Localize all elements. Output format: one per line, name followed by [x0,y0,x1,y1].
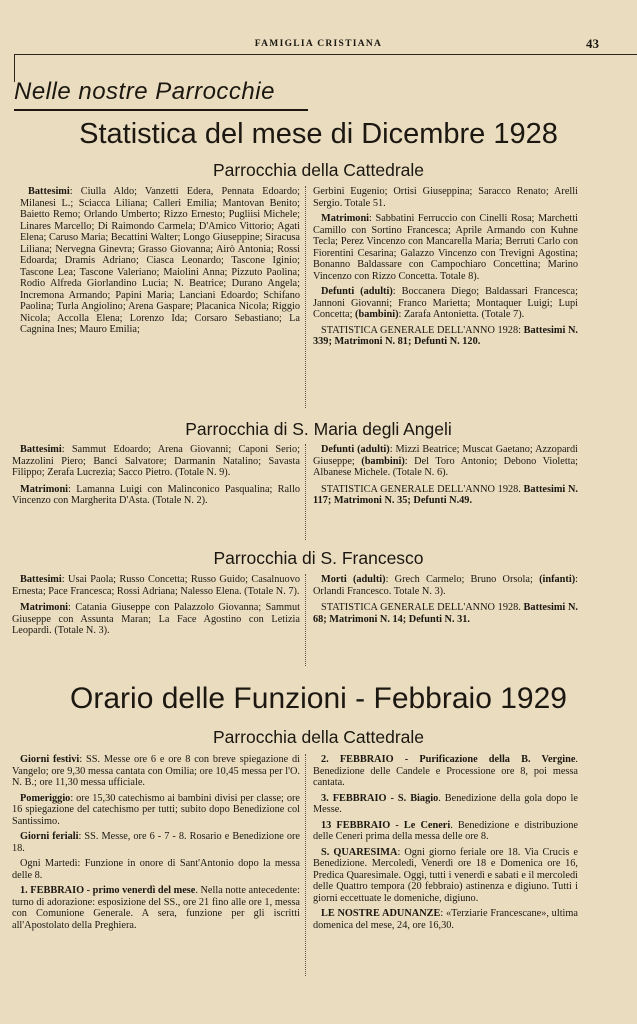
orario-heading: Parrocchia della Cattedrale [212,727,425,747]
battesimi-label: Battesimi [28,186,70,197]
infanti-text: : Orlandi Francesco. Totale N. 3). [313,574,578,597]
angeli-col-left [12,444,300,511]
orario-item-label: 1. FEBBRAIO - primo venerdì del mese [20,885,196,896]
morti-label: Morti (adulti) [321,574,386,585]
column-divider [305,186,306,408]
column-divider [305,444,306,540]
statistica-label: STATISTICA GENERALE DELL'ANNO 1928: [321,324,521,336]
orario-item-label: 13 FEBBRAIO - Le Ceneri [321,819,451,831]
battesimi-cont: Gerbini Eugenio; Ortisi Giuseppina; Saracco Renato; Arelli Sergio. Totale 51. [313,186,578,209]
francesco-heading: Parrocchia di S. Francesco [213,548,424,568]
bambini-text: : Zarafa Antonietta. (Totale 7). [398,309,525,320]
matrimoni-text: : Lamanna Luigi con Malinconico Pasqualina; Rallo Vincenzo con Margherita D'Asta. (Totale N. 2). [12,483,300,506]
bambini-label: (bambini) [361,455,405,467]
battesimi-label: Battesimi [20,574,62,585]
matrimoni-text: : Catania Giuseppe con Palazzolo Giovanna; Sammut Giuseppe con Assunta Maran; La Face Agostino con Letizia Leopardi. (Totale N. 3). [12,602,300,636]
battesimi-text: : Sammut Edoardo; Arena Giovanni; Caponi Serio; Mazzolini Piero; Banci Salvatore; Darmanin Natalino; Savasta Filippo; Zerafa Lucrezia; Sacco Pietro. (Totale N. 9). [12,444,300,478]
defunti-text: : Boccanera Diego; Baldassari Francesca; Jannoni Giovanni; Franco Marietta; Montaquer Luigi; Lupi Concetta; [313,286,578,320]
orario-item-text: . Benedizione delle Candele e Processione ore 8, poi messa cantata. [313,754,578,788]
orario-col-left [12,754,300,935]
defunti-text: : Mizzi Beatrice; Muscat Gaetano; Azzopardi Giuseppe; [313,444,578,467]
orario-item-text: : Ogni giorno feriale ore 18. Via Crucis e Benedizione. Mercoledì, Venerdì ore 18 e Domenica ore 16, Predica Quaresimale. Oggi, tutti i venerdì e sabati e il mercoledì delle Quattro tempora (20 febbraio) astinenza e digiuno. Tutti i giorni eccettuate le domeniche, digiuno. [313,846,579,904]
orario-item-text: : SS. Messe ore 6 e ore 8 con breve spiegazione di Vangelo; ore 9,30 messa cantata con Omilia; ore 10,45 messa per l'O. N. B.; ore 11,30 messa ufficiale. [12,754,301,788]
orario-item-label: S. QUARESIMA [321,846,398,858]
orario-item-label: Giorni festivi [20,754,80,765]
cattedrale-heading: Parrocchia della Cattedrale [212,160,425,180]
orario-col-right [313,754,578,935]
morti-text: : Grech Carmelo; Bruno Orsola; [385,574,533,585]
matrimoni-label: Matrimoni [20,602,69,613]
infanti-label: (infanti) [539,574,576,585]
orario-item-text: . Benedizione e distribuzione delle Ceneri prima della messa delle ore 8. [313,819,578,842]
orario-item-text: . Nella notte antecedente: turno di adorazione: esposizione del SS., ore 21 fino alle ore 1, messa con Comunione Generale. A sera, funzione per gli iscritti all'Apostolato della Preghiera. [12,885,300,931]
statistica-label: STATISTICA GENERALE DELL'ANNO 1928. [321,602,521,613]
matrimoni-label: Matrimoni [321,213,370,224]
battesimi-text: : Ciulla Aldo; Vanzetti Edera, Pennata Edoardo; Milanesi L.; Sciacca Liliana; Calleri Emilia; Mantovan Benito; Baietto Remo; Orlando Umberto; Rizzo Ernesto; Pugliisi Michele; Linares Marcello; Di Raimondo Carmela; D'Amico Vittorio; Agati Elena; Caruso Maria; Becattini Walter; Longo Giuseppine; Siracusa Liliana; Nervegna Ginevra; Grasso Giovanna; Airò Antonia; Rossi Edoarda; Dramis Adriano; Ciasca Leonardo; Tascone Iginio; Tascone Lea; Tascone Valeriano; Maiolini Anna; Pizzuto Paolina; Rodio Alfreda Giorlandino Lucia; N. Beatrice; Durano Angela; Incremona Armando; Papini Maria; Lanciani Edoardo; Schifano Paolina; Turla Angiolino; Arena Gaspare; Placanica Nicola; Riggio Nicola; Accolla Elena; Lorenzo Ida; Corsaro Sebastiano; La Cagnina Ines; Mauro Emilia; [20,186,300,335]
orario-item-label: 2. FEBBRAIO - Purificazione della B. Vergine [321,754,576,765]
matrimoni-label: Matrimoni [20,483,69,495]
battesimi-label: Battesimi [20,444,62,455]
bambini-text: : Del Toro Antonio; Debono Violetta; Albanese Michele. (Totale N. 6). [313,455,579,478]
orario-item-text: : SS. Messe, ore 6 - 7 - 8. Rosario e Benedizione ore 18. [12,831,300,854]
orario-item-text: : ore 15,30 catechismo ai bambini divisi per classe; ore 16 spiegazione del catechismo per tutti; subito dopo Benedizione col Santissimo. [12,792,300,827]
francesco-col-left [12,574,300,641]
statistica-totali: Battesimi N. 117; Matrimoni N. 35; Defunti N.49. [313,483,578,506]
angeli-col-right [313,444,578,511]
column-divider [305,754,306,976]
defunti-label: Defunti (adulti) [321,444,390,455]
column-divider [305,574,306,666]
running-title: FAMIGLIA CRISTIANA [254,39,383,49]
orario-item-text: . Benedizione della gola dopo le Messe. [313,792,578,815]
stat-title: Statistica del mese di Dicembre 1928 [79,118,558,150]
statistica-totali: Battesimi N. 339; Matrimoni N. 81; Defunti N. 120. [313,324,578,347]
bambini-label: (bambini) [355,309,399,320]
cattedrale-col-right [313,186,578,348]
header-rule [14,54,637,55]
orario-item-label: 3. FEBBRAIO - S. Biagio [321,792,439,804]
battesimi-text: : Usai Paola; Russo Concetta; Russo Guido; Casalnuovo Ernesta; Pace Francesca; Rossi Adriana; Nalesso Elena. (Totale N. 7). [12,574,300,597]
section-underline [14,109,308,111]
orario-item-label: LE NOSTRE ADUNANZE [321,908,441,919]
statistica-label: STATISTICA GENERALE DELL'ANNO 1928. [321,483,521,495]
francesco-col-right [313,574,578,629]
cattedrale-col-left [20,186,300,340]
orario-title: Orario delle Funzioni - Febbraio 1929 [70,682,567,715]
running-header [0,36,637,52]
angeli-heading: Parrocchia di S. Maria degli Angeli [185,419,452,439]
defunti-label: Defunti (adulti) [321,286,393,297]
orario-item-text: Ogni Martedì: Funzione in onore di Sant'Antonio dopo la messa delle 8. [12,858,300,881]
section-label: Nelle nostre Parrocchie [14,78,275,105]
page-number: 43 [586,36,599,51]
matrimoni-text: : Sabbatini Ferruccio con Cinelli Rosa; Marchetti Camillo con Sortino Francesca; Aprile Armando con Kuhne Tecla; Perez Vincenzo con Mancarella Maria; Berruti Carlo con Fiorentini Cesarina; Galazzo Vincenzo con Trevigni Agostina; Bonanno Baldassare con Campochiaro Concettina; Marino Vincenzo con Rizzo Concetta. Totale 8). [313,213,578,282]
orario-item-label: Giorni feriali [20,831,79,842]
statistica-totali: Battesimi N. 68; Matrimoni N. 14; Defunti N. 31. [313,602,578,625]
orario-item-label: Pomeriggio [20,792,71,804]
orario-item-text: : «Terziarie Francescane», ultima domenica del mese, 24, ore 16,30. [313,908,578,931]
